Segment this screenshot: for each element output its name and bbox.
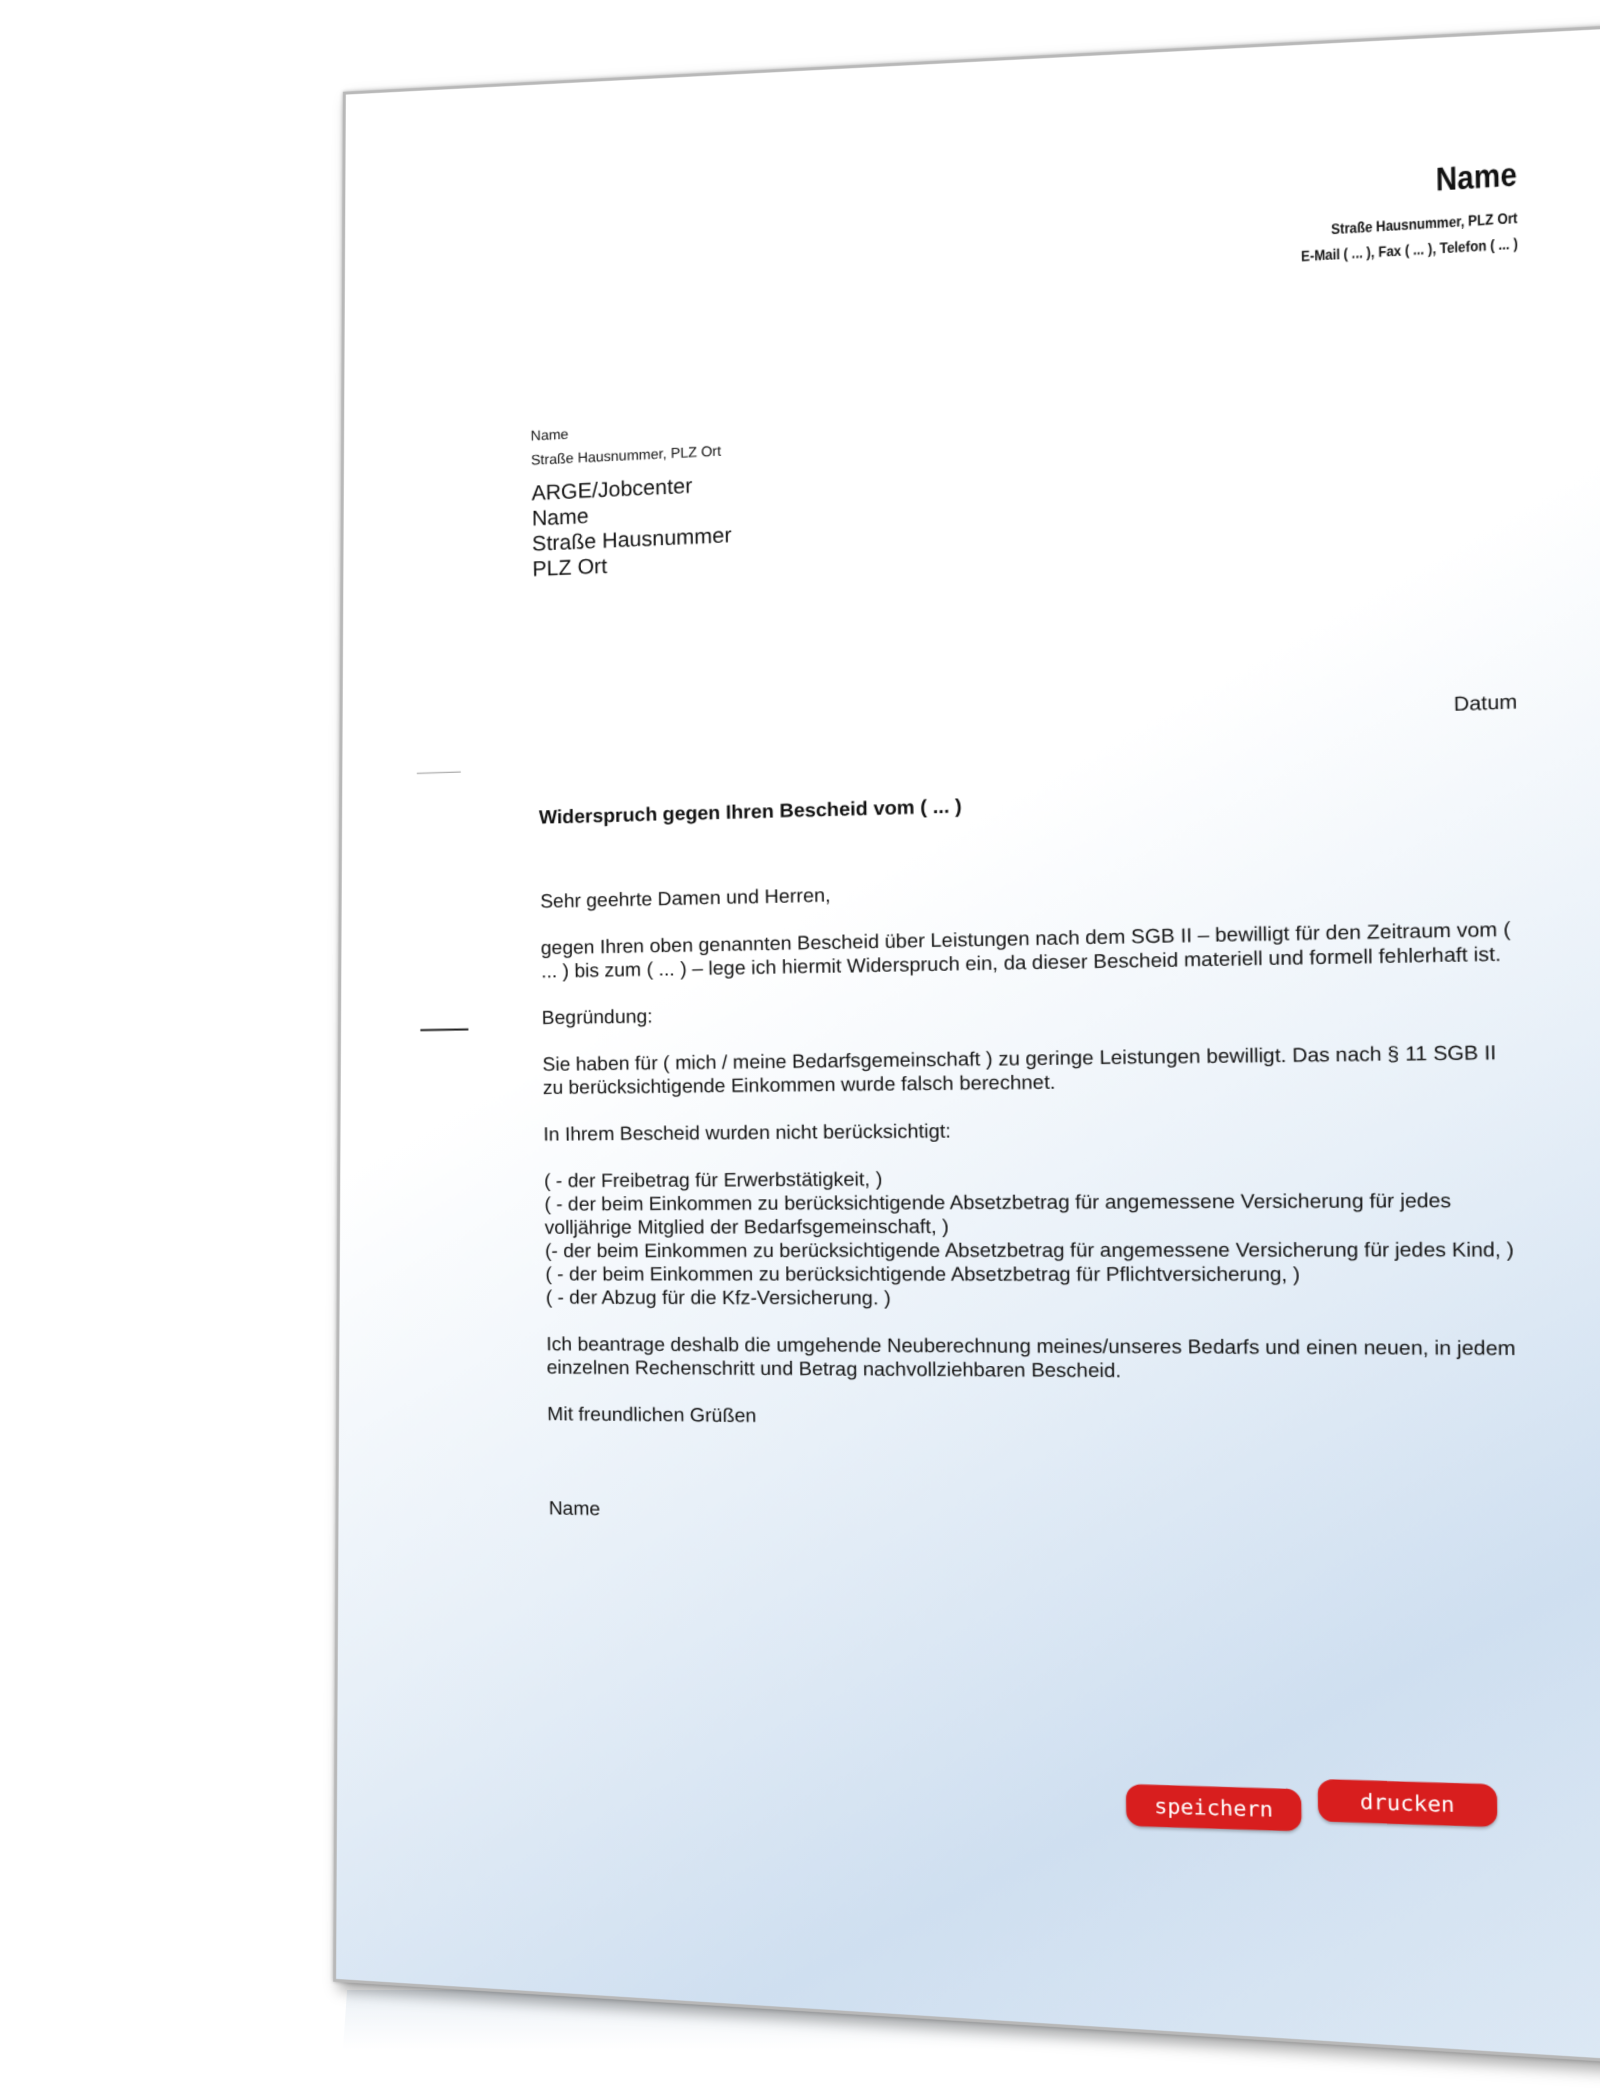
return-address <box>530 414 721 472</box>
paragraph-not-considered: In Ihrem Bescheid wurden nicht berücksichtigt: <box>543 1120 952 1146</box>
paragraph-reason: Sie haben für ( mich / meine Bedarfsgemeinschaft ) zu geringe Leistungen bewilligt. Das nach § 11 SGB II zu berücksichtigende Einkommen wurde falsch berechnet. <box>542 1042 1497 1100</box>
save-button[interactable]: speichern <box>1126 1784 1302 1832</box>
letter-body <box>540 868 1524 1460</box>
letter-date: Datum <box>1453 691 1518 716</box>
sender-address: Straße Hausnummer, PLZ Ort <box>1331 209 1519 238</box>
list-item: ( - der Freibetrag für Erwerbstätigkeit, ) <box>543 1169 883 1193</box>
closing: Mit freundlichen Grüßen <box>547 1403 757 1428</box>
return-address-name: Name <box>530 425 569 444</box>
sender-name: Name <box>1435 155 1518 198</box>
signature-name: Name <box>548 1498 601 1521</box>
sender-block <box>1262 156 1518 271</box>
list-item: (- der beim Einkommen zu berücksichtigende Absetzbetrag für angemessene Versicherung für jedes Kind, ) <box>544 1239 1515 1263</box>
document-sheet <box>333 24 1600 2063</box>
letter-subject: Widerspruch gegen Ihren Bescheid vom ( ... ) <box>538 795 962 829</box>
print-button[interactable]: drucken <box>1318 1779 1498 1827</box>
recipient-line-4: PLZ Ort <box>532 554 608 582</box>
fold-mark-middle <box>420 1028 468 1031</box>
reason-heading: Begründung: <box>541 1006 653 1030</box>
fold-mark-top <box>417 772 461 774</box>
omitted-items-list <box>544 1164 1522 1312</box>
list-item: ( - der beim Einkommen zu berücksichtigende Absetzbetrag für angemessene Versicherung für jedes volljährige Mitglied der Bedarfsgemeinschaft, ) <box>544 1190 1452 1239</box>
paragraph-request: Ich beantrage deshalb die umgehende Neuberechnung meines/unseres Bedarfs und einen neuen, in jedem einzelnen Rechenschritt und Betrag nachvollziehbaren Bescheid. <box>546 1334 1516 1383</box>
recipient-address <box>531 472 732 583</box>
document-content <box>346 24 1600 2037</box>
return-address-street: Straße Hausnummer, PLZ Ort <box>530 442 722 468</box>
document-sheet-wrapper <box>333 24 1600 2063</box>
sender-contact: E-Mail ( ... ), Fax ( ... ), Telefon ( ... ) <box>1301 234 1519 265</box>
list-item: ( - der Abzug für die Kfz-Versicherung. ) <box>545 1287 891 1310</box>
recipient-line-3: Straße Hausnummer <box>532 523 732 556</box>
recipient-line-1: ARGE/Jobcenter <box>531 474 693 506</box>
recipient-line-2: Name <box>531 504 589 531</box>
salutation: Sehr geehrte Damen und Herren, <box>540 885 831 913</box>
list-item: ( - der beim Einkommen zu berücksichtigende Absetzbetrag für Pflichtversicherung, ) <box>545 1263 1301 1287</box>
paragraph-objection: gegen Ihren oben genannten Bescheid über Leistungen nach dem SGB II – bewilligt für den Zeitraum vom ( ... ) bis zum ( ... ) – lege ich hiermit Widerspruch ein, da dieser Bescheid materiell und formell fehlerhaft ist. <box>540 918 1511 983</box>
